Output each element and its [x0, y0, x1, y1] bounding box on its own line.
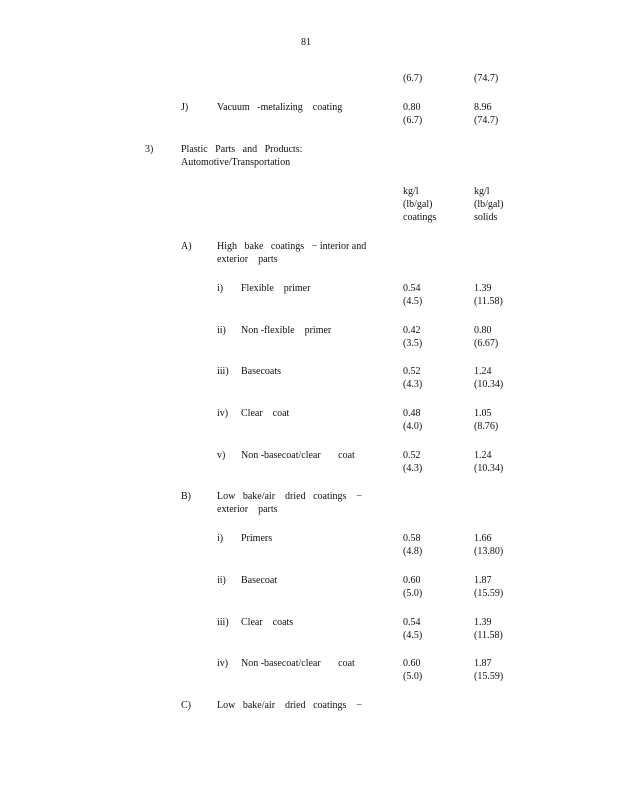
section-title-line1: Plastic Parts and Products: — [181, 144, 303, 155]
list-item-number: iv) — [217, 408, 229, 419]
list-item-label: Basecoat — [241, 575, 278, 586]
list-item-solids-kg: 1.87 — [474, 658, 492, 669]
list-item-label: Primers — [241, 533, 273, 544]
list-item-coatings-lb: (5.0) — [403, 588, 423, 599]
list-item-number: i) — [217, 533, 224, 544]
list-item-label: Non -basecoat/clear coat — [241, 658, 355, 669]
list-item-solids-lb: (15.59) — [474, 588, 504, 599]
list-item-label: Flexible primer — [241, 283, 311, 294]
list-item-solids-lb: (6.67) — [474, 338, 499, 349]
header-coatings-line1: kg/l — [403, 186, 419, 197]
list-item-coatings-kg: 0.58 — [403, 533, 421, 544]
list-item-coatings-lb: (5.0) — [403, 671, 423, 682]
list-item-solids-lb: (11.58) — [474, 296, 503, 307]
list-item-solids-kg: 0.80 — [474, 325, 492, 336]
item-letter-j: J) — [181, 102, 189, 113]
item-j-coatings-kg: 0.80 — [403, 102, 421, 113]
list-item-label: Non -basecoat/clear coat — [241, 450, 355, 461]
list-item-coatings-lb: (4.3) — [403, 379, 423, 390]
list-item-coatings-kg: 0.52 — [403, 450, 421, 461]
list-item-number: ii) — [217, 575, 226, 586]
list-item-coatings-kg: 0.60 — [403, 658, 421, 669]
section-title-line2: Automotive/Transportation — [181, 157, 291, 168]
continuation-coatings-lb: (6.7) — [403, 73, 423, 84]
list-item-coatings-lb: (4.3) — [403, 463, 423, 474]
list-item-solids-kg: 1.05 — [474, 408, 492, 419]
list-item-solids-kg: 1.24 — [474, 450, 492, 461]
group-b-title-line2: exterior parts — [217, 504, 278, 515]
item-j-solids-lb: (74.7) — [474, 115, 499, 126]
header-coatings-line2: (lb/gal) — [403, 199, 433, 210]
list-item-coatings-kg: 0.54 — [403, 283, 421, 294]
list-item-label: Clear coat — [241, 408, 290, 419]
list-item-solids-lb: (13.80) — [474, 546, 504, 557]
section-number: 3) — [145, 144, 154, 155]
continuation-solids-lb: (74.7) — [474, 73, 499, 84]
list-item-coatings-kg: 0.48 — [403, 408, 421, 419]
list-item-number: iv) — [217, 658, 229, 669]
list-item-number: v) — [217, 450, 226, 461]
list-item-coatings-lb: (4.5) — [403, 296, 423, 307]
header-solids-line3: solids — [474, 212, 498, 223]
page-number: 81 — [301, 37, 311, 48]
list-item-label: Non -flexible primer — [241, 325, 332, 336]
list-item-number: iii) — [217, 366, 229, 377]
header-solids-line2: (lb/gal) — [474, 199, 504, 210]
item-j-coatings-lb: (6.7) — [403, 115, 423, 126]
group-letter-c: C) — [181, 700, 191, 711]
list-item-solids-lb: (8.76) — [474, 421, 499, 432]
list-item-coatings-lb: (4.8) — [403, 546, 423, 557]
list-item-solids-lb: (10.34) — [474, 379, 504, 390]
group-a-title-line1: High bake coatings − interior and — [217, 241, 367, 252]
list-item-solids-kg: 1.39 — [474, 283, 492, 294]
group-c-title-line1: Low bake/air dried coatings − — [217, 700, 363, 711]
list-item-number: ii) — [217, 325, 226, 336]
list-item-solids-kg: 1.87 — [474, 575, 492, 586]
list-item-coatings-kg: 0.60 — [403, 575, 421, 586]
list-item-coatings-kg: 0.54 — [403, 617, 421, 628]
list-item-number: i) — [217, 283, 224, 294]
list-item-label: Clear coats — [241, 617, 294, 628]
list-item-number: iii) — [217, 617, 229, 628]
header-solids-line1: kg/l — [474, 186, 490, 197]
group-letter-b: B) — [181, 491, 191, 502]
list-item-coatings-lb: (4.5) — [403, 630, 423, 641]
list-item-solids-lb: (11.58) — [474, 630, 503, 641]
list-item-solids-lb: (15.59) — [474, 671, 504, 682]
group-b-title-line1: Low bake/air dried coatings − — [217, 491, 363, 502]
list-item-coatings-kg: 0.52 — [403, 366, 421, 377]
list-item-solids-lb: (10.34) — [474, 463, 504, 474]
list-item-coatings-lb: (3.5) — [403, 338, 423, 349]
group-letter-a: A) — [181, 241, 192, 252]
list-item-coatings-kg: 0.42 — [403, 325, 421, 336]
list-item-solids-kg: 1.66 — [474, 533, 492, 544]
group-a-title-line2: exterior parts — [217, 254, 278, 265]
item-label-j: Vacuum -metalizing coating — [217, 102, 343, 113]
item-j-solids-kg: 8.96 — [474, 102, 492, 113]
header-coatings-line3: coatings — [403, 212, 437, 223]
list-item-solids-kg: 1.39 — [474, 617, 492, 628]
list-item-solids-kg: 1.24 — [474, 366, 492, 377]
list-item-label: Basecoats — [241, 366, 281, 377]
list-item-coatings-lb: (4.0) — [403, 421, 423, 432]
